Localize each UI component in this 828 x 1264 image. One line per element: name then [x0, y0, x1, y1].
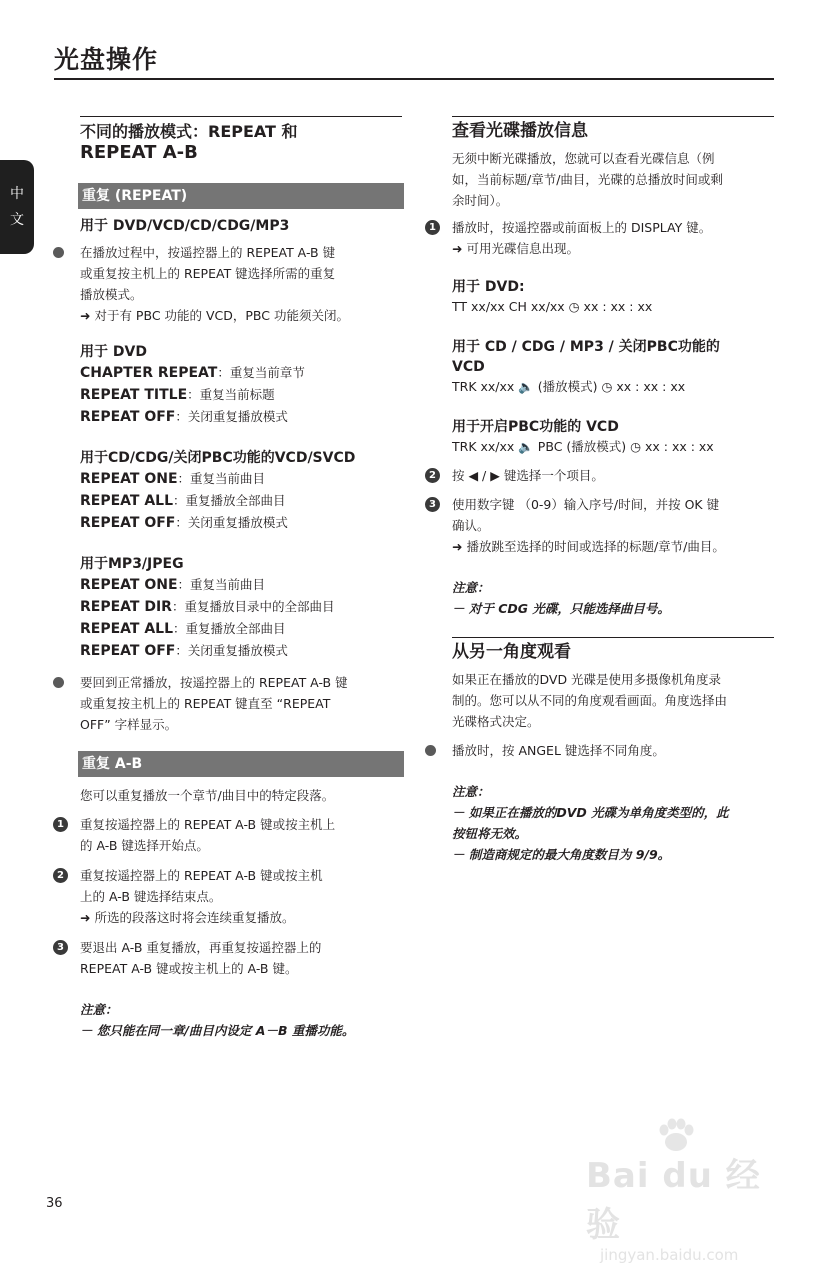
- arrow-note: ➜ 对于有 PBC 功能的 VCD，PBC 功能须关闭。: [80, 308, 349, 323]
- step-item: 2 重复按遥控器上的 REPEAT A-B 键或按主机 上的 A-B 键选择结束点。 ➜ 所选的段落这时将会连续重复播放。: [80, 865, 402, 928]
- cd-info-subheading: 用于 CD / CDG / MP3 / 关闭PBC功能的 VCD: [452, 339, 720, 375]
- mp3-mode-list: [80, 574, 402, 662]
- section-rule: [452, 116, 774, 117]
- angle-paragraph: 如果正在播放的DVD 光碟是使用多摄像机角度录 制的。您可以从不同的角度观看画面。角度选择由 光碟格式决定。: [452, 672, 728, 729]
- pbc-info-subheading: 用于开启PBC功能的 VCD: [452, 419, 619, 435]
- title-rule: [54, 78, 774, 80]
- step-1-icon: 1: [53, 817, 68, 832]
- arrow-note: ➜ 所选的段落这时将会连续重复播放。: [80, 910, 295, 925]
- list-item: 播放时，按 ANGEL 键选择不同角度。: [452, 740, 774, 761]
- cd-mode-list: [80, 468, 402, 534]
- arrow-note: ➜ 播放跳至选择的时间或选择的标题/章节/曲目。: [452, 539, 725, 554]
- bullet-icon: [53, 247, 64, 258]
- step-item: 1 重复按遥控器上的 REPEAT A-B 键或按主机上 的 A-B 键选择开始点。: [80, 814, 402, 856]
- note-text: － 对于 CDG 光碟，只能选择曲目号。: [452, 601, 670, 616]
- repeat-section-bar: 重复 (REPEAT): [78, 183, 404, 209]
- cd-info-line: TRK xx/xx 🔈 (播放模式) ◷ xx : xx : xx: [452, 379, 686, 394]
- mode-item: REPEAT ONE：重复当前曲目: [80, 577, 266, 593]
- step-3-icon: 3: [53, 940, 68, 955]
- paw-icon: [656, 1118, 696, 1152]
- right-column: [429, 116, 774, 865]
- step-3-icon: 3: [425, 497, 440, 512]
- step-item: 1 播放时，按遥控器或前面板上的 DISPLAY 键。 ➜ 可用光碟信息出现。: [452, 217, 774, 259]
- language-tab-char-1: 中: [10, 186, 24, 202]
- mode-item: REPEAT ONE：重复当前曲目: [80, 471, 266, 487]
- mp3-subheading: 用于MP3/JPEG: [80, 556, 184, 572]
- note-text: － 如果正在播放的DVD 光碟为单角度类型的，此 按钮将无效。 － 制造商规定的最大角度数目为 9/9。: [452, 805, 729, 862]
- mode-item: REPEAT OFF：关闭重复播放模式: [80, 643, 288, 659]
- bullet-icon: [425, 745, 436, 756]
- mode-item: REPEAT TITLE：重复当前标题: [80, 387, 275, 403]
- step-1-icon: 1: [425, 220, 440, 235]
- mode-item: REPEAT DIR：重复播放目录中的全部曲目: [80, 599, 335, 615]
- mode-item: REPEAT ALL：重复播放全部曲目: [80, 493, 286, 509]
- step-item: 2 按 ◀ / ▶ 键选择一个项目。: [452, 465, 774, 486]
- step-item: 3 要退出 A-B 重复播放，再重复按遥控器上的 REPEAT A-B 键或按主机上的 A-B 键。: [80, 937, 402, 979]
- step-2-icon: 2: [53, 868, 68, 883]
- mode-item: REPEAT OFF：关闭重复播放模式: [80, 515, 288, 531]
- dvd-info-line: TT xx/xx CH xx/xx ◷ xx : xx : xx: [452, 299, 653, 314]
- dvd-mode-list: [80, 362, 402, 428]
- left-column: [57, 116, 402, 1041]
- note-label: 注意：: [80, 1002, 118, 1017]
- note-text: － 您只能在同一章/曲目内设定 A－B 重播功能。: [80, 1023, 355, 1038]
- dvd-info-subheading: 用于 DVD:: [452, 279, 525, 295]
- mode-item: REPEAT ALL：重复播放全部曲目: [80, 621, 286, 637]
- page-title: 光盘操作: [54, 45, 159, 74]
- mode-item: CHAPTER REPEAT：重复当前章节: [80, 365, 305, 381]
- repeat-ab-section-bar: 重复 A-B: [78, 751, 404, 777]
- watermark-url: jingyan.baidu.com: [600, 1246, 739, 1264]
- section-rule: [452, 637, 774, 638]
- mode-item: REPEAT OFF：关闭重复播放模式: [80, 409, 288, 425]
- dvd-subheading: 用于 DVD: [80, 344, 147, 360]
- page-number: 36: [46, 1196, 63, 1211]
- note-label: 注意：: [452, 784, 490, 799]
- list-item: 要回到正常播放，按遥控器上的 REPEAT A-B 键 或重复按主机上的 REPEAT 键直至 “REPEAT OFF” 字样显示。: [80, 672, 402, 735]
- list-item: 在播放过程中，按遥控器上的 REPEAT A-B 键 或重复按主机上的 REPEAT 键选择所需的重复 播放模式。 ➜ 对于有 PBC 功能的 VCD，PBC 功能须关闭。: [80, 242, 402, 326]
- for-dvd-vcd-cd-label: 用于 DVD/VCD/CD/CDG/MP3: [80, 218, 290, 234]
- step-2-icon: 2: [425, 468, 440, 483]
- language-tab: [0, 160, 34, 254]
- pbc-info-line: TRK xx/xx 🔈 PBC (播放模式) ◷ xx : xx : xx: [452, 439, 714, 454]
- repeat-modes-heading: 不同的播放模式：REPEAT 和 REPEAT A-B: [80, 122, 298, 163]
- language-tab-char-2: 文: [10, 212, 24, 228]
- info-heading: 查看光碟播放信息: [452, 121, 588, 141]
- cd-subheading: 用于CD/CDG/关闭PBC功能的VCD/SVCD: [80, 450, 356, 466]
- step-item: 3 使用数字键 （0-9）输入序号/时间，并按 OK 键 确认。 ➜ 播放跳至选择的时间或选择的标题/章节/曲目。: [452, 494, 774, 557]
- section-rule: [80, 116, 402, 117]
- angle-heading: 从另一角度观看: [452, 642, 571, 662]
- ab-intro: 您可以重复播放一个章节/曲目中的特定段落。: [80, 788, 335, 803]
- arrow-note: ➜ 可用光碟信息出现。: [452, 241, 579, 256]
- info-paragraph: 无须中断光碟播放，您就可以查看光碟信息（例 如，当前标题/章节/曲目，光碟的总播放时间或剩 余时间）。: [452, 151, 723, 208]
- bullet-icon: [53, 677, 64, 688]
- note-label: 注意：: [452, 580, 490, 595]
- baidu-watermark: [586, 1118, 786, 1264]
- watermark-logo: Bai du 经验: [586, 1156, 761, 1245]
